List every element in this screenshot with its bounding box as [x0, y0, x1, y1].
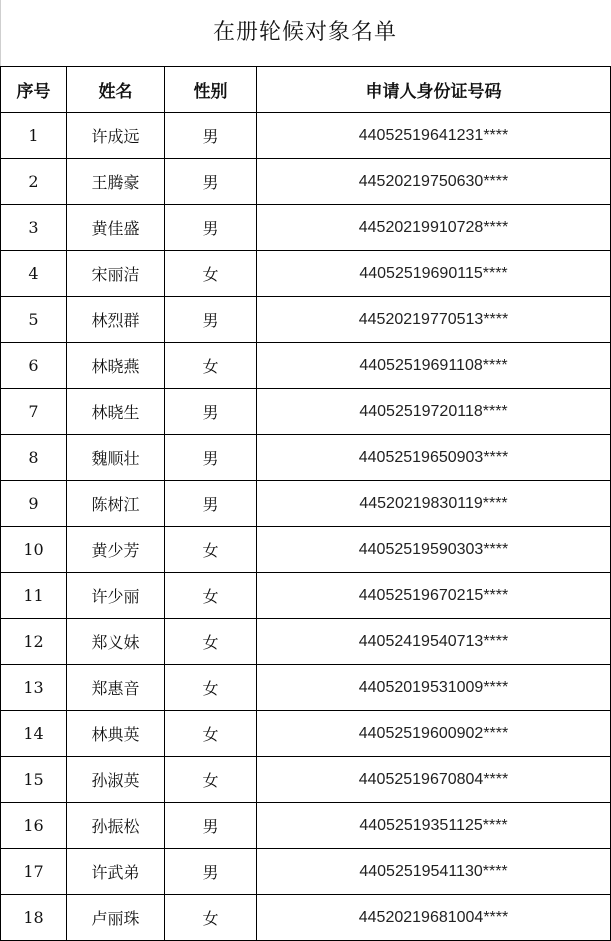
cell-id-number: 44520219830119**** — [257, 481, 611, 527]
table-row — [1, 711, 611, 757]
cell-gender: 女 — [165, 665, 257, 711]
cell-gender: 女 — [165, 711, 257, 757]
table-header-row — [1, 67, 611, 113]
cell-no: 16 — [1, 803, 67, 849]
cell-gender: 男 — [165, 389, 257, 435]
cell-gender: 男 — [165, 297, 257, 343]
table-row — [1, 297, 611, 343]
header-name: 姓名 — [67, 67, 165, 113]
cell-id-number: 44052519650903**** — [257, 435, 611, 481]
table-row — [1, 343, 611, 389]
cell-id-number: 44520219750630**** — [257, 159, 611, 205]
cell-id-number: 44052519641231**** — [257, 113, 611, 159]
cell-name: 许成远 — [67, 113, 165, 159]
table-row — [1, 251, 611, 297]
table-body — [1, 113, 611, 941]
cell-id-number: 44052519351125**** — [257, 803, 611, 849]
cell-no: 10 — [1, 527, 67, 573]
cell-gender: 男 — [165, 481, 257, 527]
table-row — [1, 481, 611, 527]
cell-gender: 男 — [165, 849, 257, 895]
table-row — [1, 895, 611, 941]
cell-gender: 女 — [165, 757, 257, 803]
cell-no: 12 — [1, 619, 67, 665]
cell-no: 15 — [1, 757, 67, 803]
cell-gender: 女 — [165, 619, 257, 665]
cell-name: 许武弟 — [67, 849, 165, 895]
cell-no: 9 — [1, 481, 67, 527]
cell-no: 17 — [1, 849, 67, 895]
cell-gender: 女 — [165, 527, 257, 573]
table-row — [1, 849, 611, 895]
cell-no: 13 — [1, 665, 67, 711]
cell-name: 卢丽珠 — [67, 895, 165, 941]
cell-no: 6 — [1, 343, 67, 389]
cell-no: 3 — [1, 205, 67, 251]
cell-id-number: 44052019531009**** — [257, 665, 611, 711]
table-row — [1, 619, 611, 665]
table-row — [1, 205, 611, 251]
header-no: 序号 — [1, 67, 67, 113]
cell-name: 郑义妹 — [67, 619, 165, 665]
cell-name: 孙振松 — [67, 803, 165, 849]
cell-gender: 男 — [165, 803, 257, 849]
cell-gender: 女 — [165, 895, 257, 941]
cell-no: 2 — [1, 159, 67, 205]
table-row — [1, 573, 611, 619]
cell-id-number: 44052519670215**** — [257, 573, 611, 619]
cell-name: 郑惠音 — [67, 665, 165, 711]
cell-no: 18 — [1, 895, 67, 941]
roster-table — [0, 66, 611, 941]
cell-id-number: 44052519670804**** — [257, 757, 611, 803]
cell-id-number: 44520219681004**** — [257, 895, 611, 941]
cell-id-number: 44052419540713**** — [257, 619, 611, 665]
page-title: 在册轮候对象名单 — [212, 20, 397, 45]
cell-id-number: 44052519541130**** — [257, 849, 611, 895]
cell-name: 林烈群 — [67, 297, 165, 343]
cell-name: 孙淑英 — [67, 757, 165, 803]
table-row — [1, 389, 611, 435]
cell-id-number: 44520219770513**** — [257, 297, 611, 343]
table-row — [1, 757, 611, 803]
cell-no: 7 — [1, 389, 67, 435]
cell-name: 林晓生 — [67, 389, 165, 435]
cell-id-number: 44052519720118**** — [257, 389, 611, 435]
cell-name: 王腾豪 — [67, 159, 165, 205]
cell-gender: 男 — [165, 435, 257, 481]
cell-id-number: 44052519691108**** — [257, 343, 611, 389]
cell-no: 1 — [1, 113, 67, 159]
cell-name: 林晓燕 — [67, 343, 165, 389]
cell-gender: 女 — [165, 573, 257, 619]
cell-no: 8 — [1, 435, 67, 481]
table-row — [1, 803, 611, 849]
table-row — [1, 435, 611, 481]
cell-no: 11 — [1, 573, 67, 619]
cell-gender: 男 — [165, 113, 257, 159]
cell-id-number: 44052519600902**** — [257, 711, 611, 757]
cell-id-number: 44052519590303**** — [257, 527, 611, 573]
cell-name: 黄佳盛 — [67, 205, 165, 251]
cell-gender: 女 — [165, 251, 257, 297]
table-row — [1, 159, 611, 205]
header-gender: 性别 — [165, 67, 257, 113]
cell-name: 魏顺壮 — [67, 435, 165, 481]
header-id: 申请人身份证号码 — [257, 67, 611, 113]
cell-gender: 男 — [165, 159, 257, 205]
cell-name: 黄少芳 — [67, 527, 165, 573]
cell-name: 林典英 — [67, 711, 165, 757]
cell-no: 14 — [1, 711, 67, 757]
cell-id-number: 44052519690115**** — [257, 251, 611, 297]
cell-id-number: 44520219910728**** — [257, 205, 611, 251]
cell-no: 5 — [1, 297, 67, 343]
cell-gender: 男 — [165, 205, 257, 251]
table-row — [1, 113, 611, 159]
cell-name: 陈树江 — [67, 481, 165, 527]
cell-name: 许少丽 — [67, 573, 165, 619]
table-row — [1, 527, 611, 573]
cell-name: 宋丽洁 — [67, 251, 165, 297]
table-row — [1, 665, 611, 711]
cell-no: 4 — [1, 251, 67, 297]
cell-gender: 女 — [165, 343, 257, 389]
